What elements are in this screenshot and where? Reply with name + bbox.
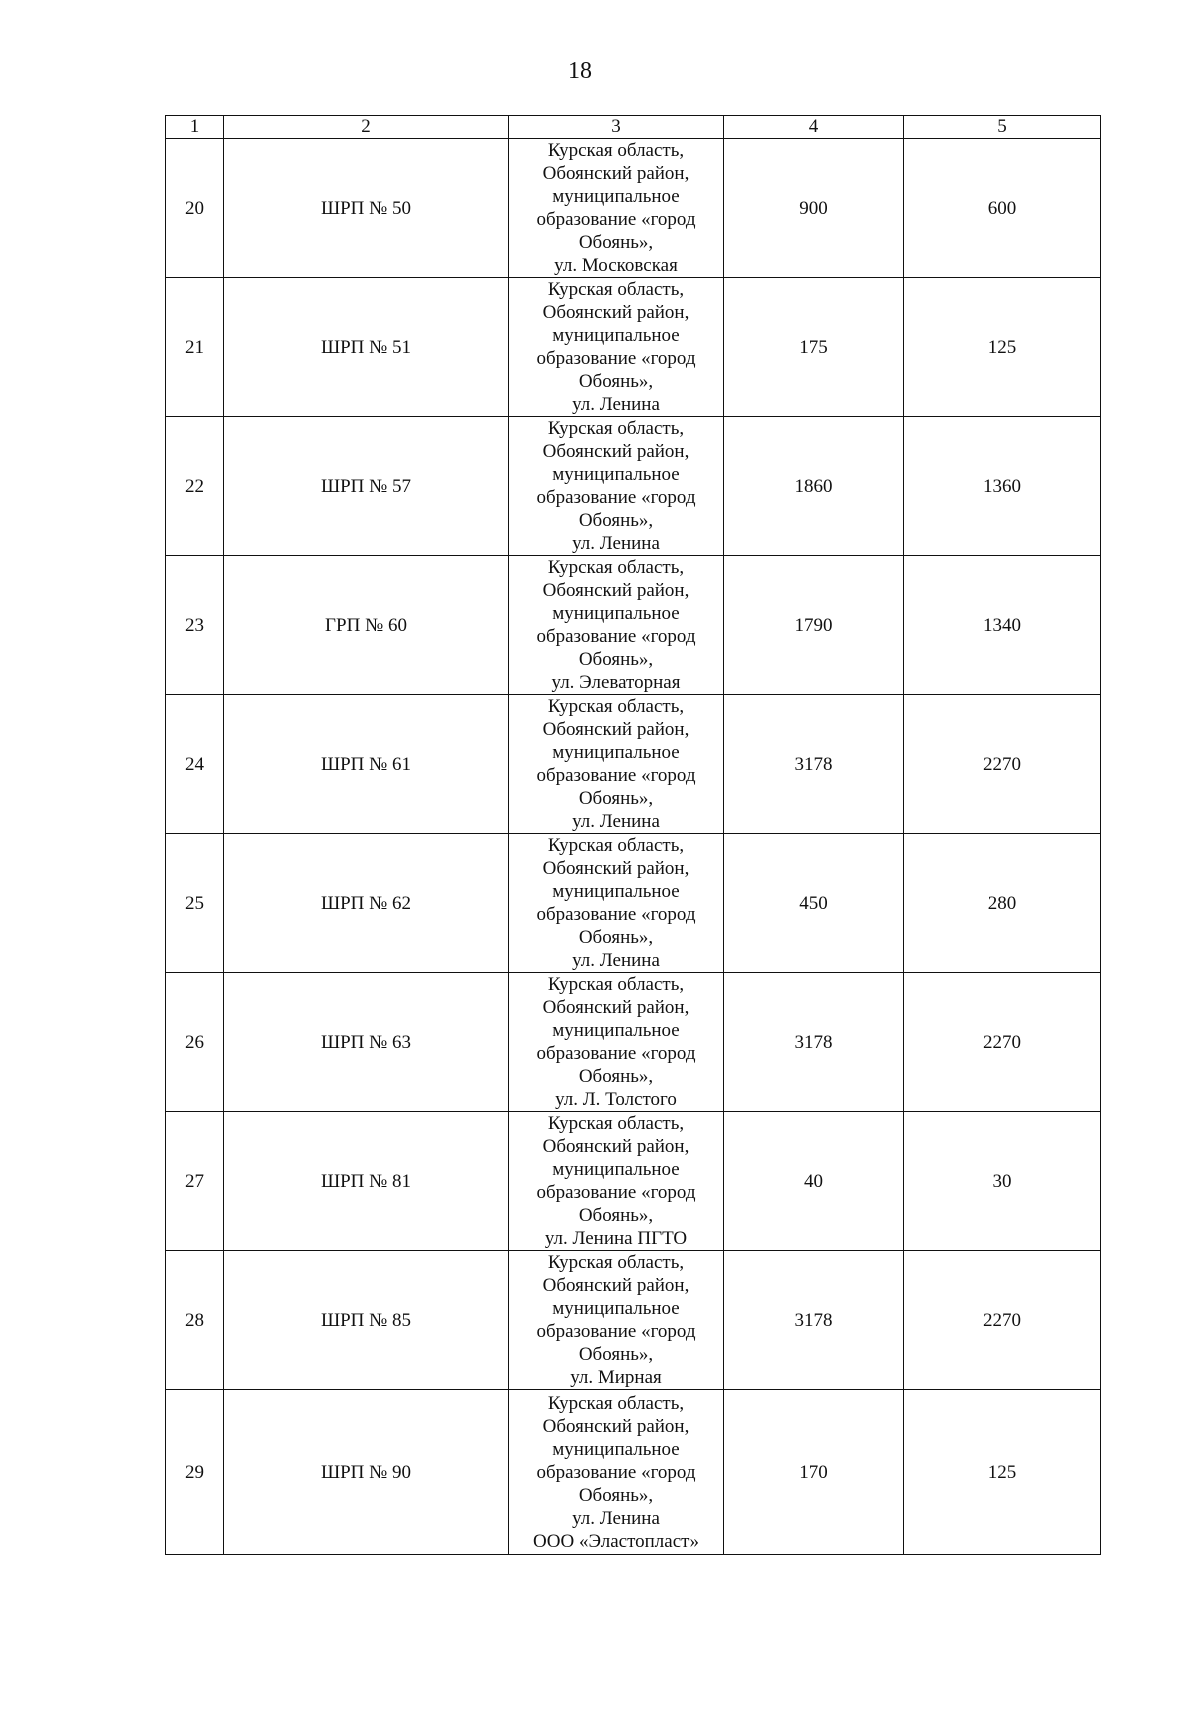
address-line: Курская область, (547, 974, 685, 995)
header-row (166, 116, 1101, 139)
address-line: Курская область, (547, 1113, 685, 1134)
column-4-value-cell: 3178 (724, 695, 904, 834)
address-line: Обоянский район, (542, 441, 690, 462)
row-number-cell: 22 (166, 417, 224, 556)
register-table (165, 115, 1101, 1555)
address-cell (509, 1112, 724, 1251)
address-line: Обоянский район, (542, 302, 690, 323)
address-line: образование «город (536, 487, 696, 508)
address-cell (509, 834, 724, 973)
address-line: образование «город (536, 1321, 696, 1342)
address-line: Обоянь», (578, 371, 654, 392)
column-4-value-cell: 1860 (724, 417, 904, 556)
page-number: 18 (568, 58, 592, 84)
address-line: Курская область, (547, 835, 685, 856)
address-line: образование «город (536, 1461, 696, 1483)
row-number-cell: 27 (166, 1112, 224, 1251)
address-line: образование «город (536, 209, 696, 230)
object-name-cell: ШРП № 50 (224, 139, 509, 278)
address-line: ул. Ленина (572, 1507, 660, 1529)
address-line: образование «город (536, 904, 696, 925)
address-line: образование «город (536, 348, 696, 369)
row-number-cell: 20 (166, 139, 224, 278)
address-line: ул. Ленина (572, 950, 660, 971)
address-line: ул. Мирная (570, 1367, 662, 1388)
address-cell (509, 417, 724, 556)
column-4-value-cell: 900 (724, 139, 904, 278)
column-header-1: 1 (166, 116, 224, 139)
address-line: Обоянь», (578, 1344, 654, 1365)
address-line: ул. Ленина ПГТО (544, 1228, 688, 1249)
table-row (166, 1390, 1101, 1555)
column-4-value-cell: 3178 (724, 973, 904, 1112)
address-line: Обоянский район, (542, 1136, 690, 1157)
address-line: образование «город (536, 1043, 696, 1064)
address-line: Обоянь», (578, 649, 654, 670)
column-4-value-cell: 450 (724, 834, 904, 973)
row-number-cell: 24 (166, 695, 224, 834)
column-4-value-cell: 170 (724, 1390, 904, 1555)
table-body (166, 139, 1101, 1555)
address-cell (509, 1390, 724, 1555)
table-row (166, 556, 1101, 695)
address-line: Обоянь», (578, 1066, 654, 1087)
column-5-value-cell: 125 (904, 278, 1101, 417)
object-name-cell: ШРП № 62 (224, 834, 509, 973)
address-line: Обоянский район, (542, 719, 690, 740)
row-number-cell: 25 (166, 834, 224, 973)
column-5-value-cell: 30 (904, 1112, 1101, 1251)
address-cell (509, 973, 724, 1112)
column-5-value-cell: 280 (904, 834, 1101, 973)
object-name-cell: ШРП № 61 (224, 695, 509, 834)
address-line: ул. Ленина (572, 811, 660, 832)
address-line: муниципальное (552, 186, 680, 207)
object-name-cell: ШРП № 85 (224, 1251, 509, 1390)
address-line: образование «город (536, 765, 696, 786)
table-row (166, 1251, 1101, 1390)
address-line: Обоянский район, (542, 580, 690, 601)
row-number-cell: 29 (166, 1390, 224, 1555)
row-number-cell: 23 (166, 556, 224, 695)
address-cell (509, 556, 724, 695)
address-line: образование «город (536, 1182, 696, 1203)
address-line: ул. Элеваторная (551, 672, 681, 693)
address-line: муниципальное (552, 742, 680, 763)
column-5-value-cell: 125 (904, 1390, 1101, 1555)
column-header-5: 5 (904, 116, 1101, 139)
address-cell (509, 278, 724, 417)
address-line: ООО «Эластопласт» (533, 1530, 699, 1552)
address-cell (509, 139, 724, 278)
table-row (166, 834, 1101, 973)
column-4-value-cell: 40 (724, 1112, 904, 1251)
address-line: Обоянский район, (542, 1275, 690, 1296)
address-line: Обоянь», (578, 927, 654, 948)
address-line: Обоянский район, (542, 997, 690, 1018)
address-line: муниципальное (552, 881, 680, 902)
object-name-cell: ШРП № 63 (224, 973, 509, 1112)
address-line: ул. Л. Толстого (555, 1089, 677, 1110)
address-line: муниципальное (552, 1020, 680, 1041)
column-header-3: 3 (509, 116, 724, 139)
table-row (166, 973, 1101, 1112)
column-5-value-cell: 2270 (904, 695, 1101, 834)
address-line: муниципальное (552, 603, 680, 624)
object-name-cell: ШРП № 51 (224, 278, 509, 417)
column-5-value-cell: 2270 (904, 1251, 1101, 1390)
address-line: Курская область, (547, 1252, 685, 1273)
row-number-cell: 21 (166, 278, 224, 417)
address-line: муниципальное (552, 1438, 680, 1460)
address-line: Курская область, (547, 1392, 685, 1414)
address-line: ул. Ленина (572, 394, 660, 415)
address-cell (509, 695, 724, 834)
address-line: Обоянь», (578, 1484, 654, 1506)
address-line: образование «город (536, 626, 696, 647)
address-line: Обоянь», (578, 232, 654, 253)
object-name-cell: ШРП № 57 (224, 417, 509, 556)
column-4-value-cell: 175 (724, 278, 904, 417)
column-4-value-cell: 1790 (724, 556, 904, 695)
address-line: Курская область, (547, 696, 685, 717)
address-line: ул. Ленина (572, 533, 660, 554)
address-line: Обоянский район, (542, 858, 690, 879)
row-number-cell: 28 (166, 1251, 224, 1390)
table-header (166, 116, 1101, 139)
column-4-value-cell: 3178 (724, 1251, 904, 1390)
address-line: муниципальное (552, 464, 680, 485)
address-line: Курская область, (547, 418, 685, 439)
address-line: Обоянь», (578, 510, 654, 531)
address-line: муниципальное (552, 1159, 680, 1180)
column-header-2: 2 (224, 116, 509, 139)
table-row (166, 278, 1101, 417)
address-line: Курская область, (547, 557, 685, 578)
object-name-cell: ГРП № 60 (224, 556, 509, 695)
address-line: муниципальное (552, 1298, 680, 1319)
table-row (166, 139, 1101, 278)
column-5-value-cell: 2270 (904, 973, 1101, 1112)
address-line: Обоянский район, (542, 1415, 690, 1437)
table-row (166, 1112, 1101, 1251)
table-row (166, 417, 1101, 556)
column-5-value-cell: 1340 (904, 556, 1101, 695)
address-line: Курская область, (547, 279, 685, 300)
address-line: муниципальное (552, 325, 680, 346)
table-row (166, 695, 1101, 834)
address-line: Обоянский район, (542, 163, 690, 184)
row-number-cell: 26 (166, 973, 224, 1112)
address-cell (509, 1251, 724, 1390)
address-line: ул. Московская (554, 255, 678, 276)
object-name-cell: ШРП № 90 (224, 1390, 509, 1555)
address-line: Курская область, (547, 140, 685, 161)
column-5-value-cell: 1360 (904, 417, 1101, 556)
column-5-value-cell: 600 (904, 139, 1101, 278)
address-line: Обоянь», (578, 788, 654, 809)
address-line: Обоянь», (578, 1205, 654, 1226)
column-header-4: 4 (724, 116, 904, 139)
object-name-cell: ШРП № 81 (224, 1112, 509, 1251)
